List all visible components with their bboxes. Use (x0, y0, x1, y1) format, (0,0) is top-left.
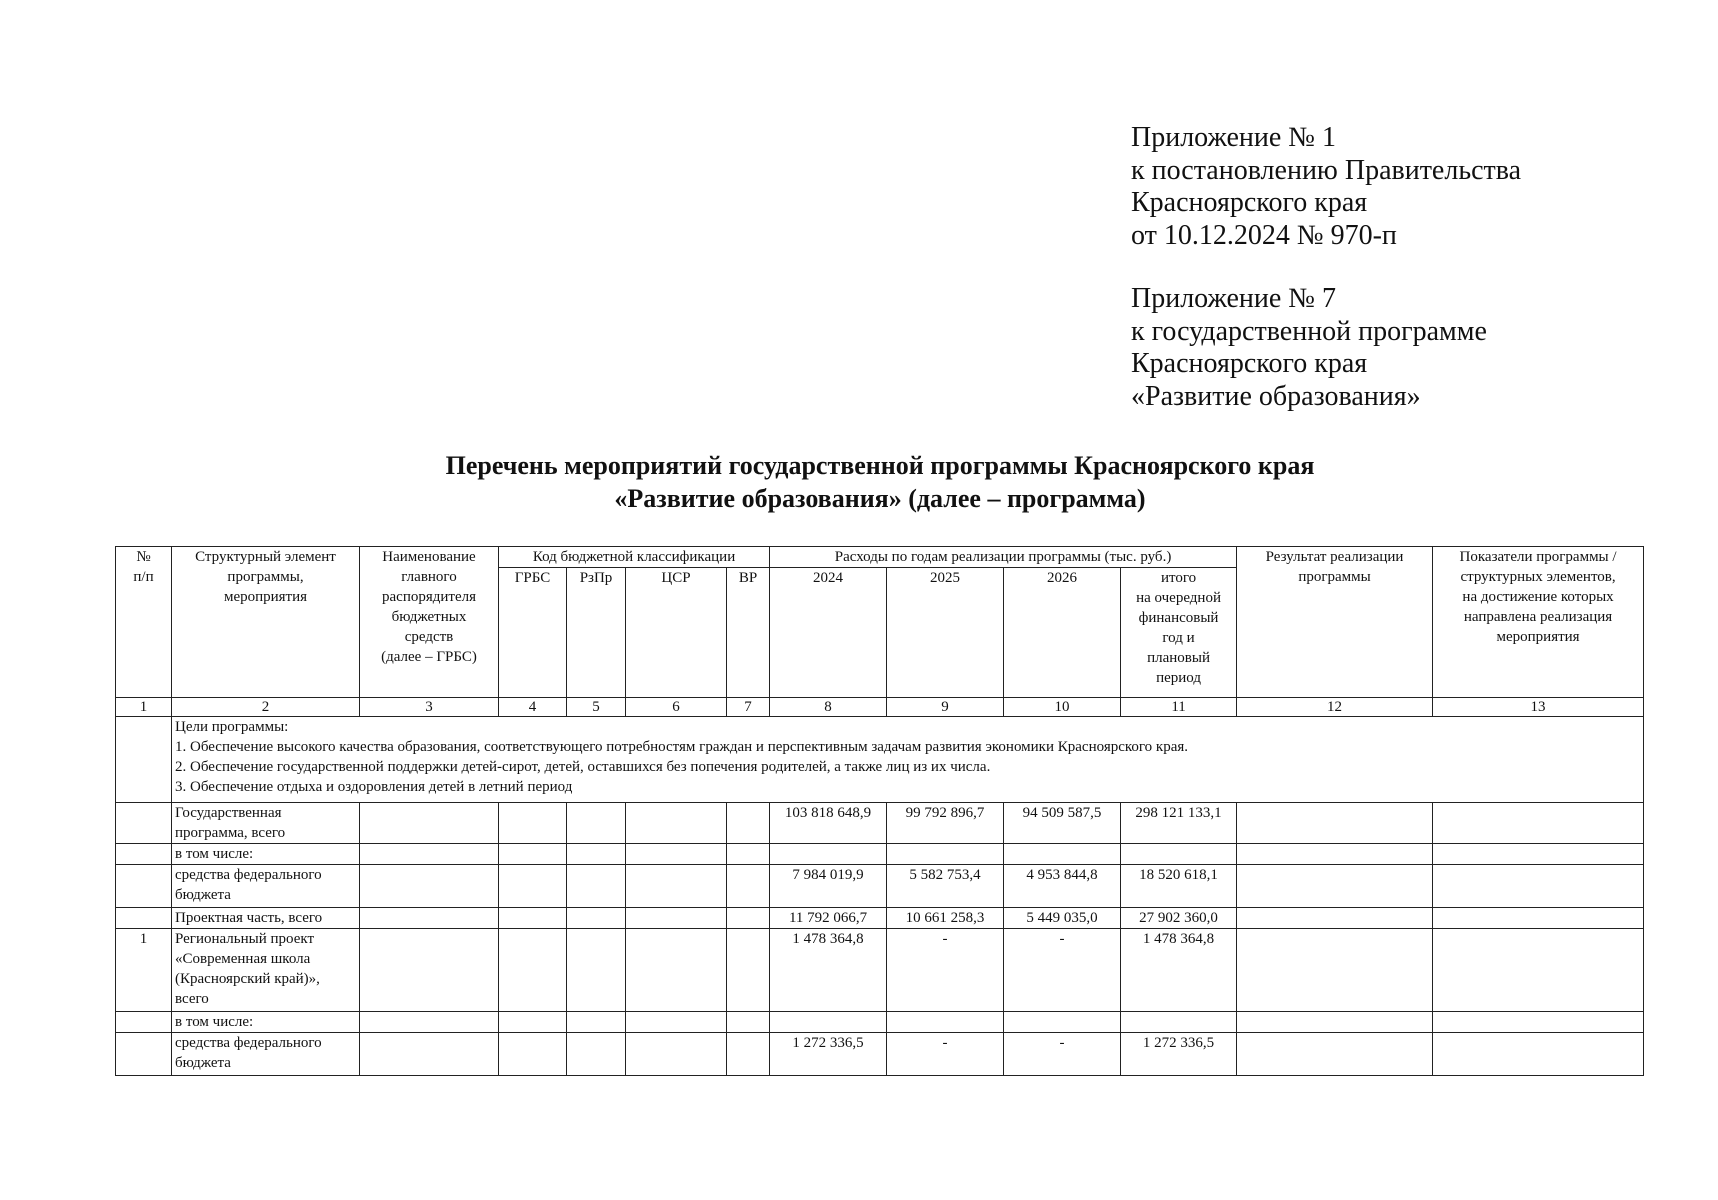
header-no (116, 547, 172, 698)
row-label: в том числе: (172, 1012, 360, 1033)
row-value-2026: - (1004, 929, 1121, 1012)
header-no-line: п/п (133, 569, 154, 585)
appendix-1-line: от 10.12.2024 № 970-п (1131, 219, 1397, 251)
header-kbk: Код бюджетной классификации (499, 547, 770, 568)
goal-item: 2. Обеспечение государственной поддержки детей-сирот, детей, оставшихся без попечения родителей, а также лиц из их числа. (175, 759, 991, 775)
row-no: 1 (116, 929, 172, 1012)
header-grbs-line: Наименование (382, 549, 476, 565)
header-indicators-line: структурных элементов, (1460, 569, 1616, 585)
row-label (172, 803, 360, 844)
row-result (1237, 844, 1433, 865)
appendix-7-line: Красноярского края (1131, 348, 1368, 379)
appendix-1-line: Приложение № 1 (1131, 122, 1336, 153)
row-result (1237, 1012, 1433, 1033)
row-label-line: «Современная школа (175, 951, 311, 967)
header-structural-element (172, 547, 360, 698)
row-indicators (1433, 844, 1644, 865)
row-grbs-name (360, 865, 499, 908)
table-row (116, 1012, 1644, 1033)
row-value-2024: 1 272 336,5 (770, 1033, 887, 1076)
row-kbk-rzpr (567, 908, 626, 929)
header-total-line: год и (1162, 630, 1195, 646)
row-value-2026: 94 509 587,5 (1004, 803, 1121, 844)
row-value-total: 298 121 133,1 (1121, 803, 1237, 844)
goals-cell (172, 717, 1644, 803)
table-header-row (116, 547, 1644, 568)
column-number: 13 (1433, 698, 1644, 717)
table-row (116, 844, 1644, 865)
row-kbk-grbs (499, 803, 567, 844)
row-label (172, 1033, 360, 1076)
row-no (116, 865, 172, 908)
row-indicators (1433, 865, 1644, 908)
table-row (116, 803, 1644, 844)
header-result (1237, 547, 1433, 698)
row-kbk-vr (727, 865, 770, 908)
row-indicators (1433, 1033, 1644, 1076)
row-kbk-vr (727, 1012, 770, 1033)
column-number: 2 (172, 698, 360, 717)
column-number: 10 (1004, 698, 1121, 717)
row-value-2024: 7 984 019,9 (770, 865, 887, 908)
row-grbs-name (360, 929, 499, 1012)
header-year-2024: 2024 (770, 568, 887, 698)
row-no (116, 844, 172, 865)
row-kbk-csr (626, 908, 727, 929)
header-total-line: плановый (1147, 650, 1210, 666)
goals-number-cell (116, 717, 172, 803)
row-kbk-rzpr (567, 929, 626, 1012)
table-row (116, 929, 1644, 1012)
header-total (1121, 568, 1237, 698)
row-result (1237, 1033, 1433, 1076)
row-label: Проектная часть, всего (172, 908, 360, 929)
row-value-total: 18 520 618,1 (1121, 865, 1237, 908)
row-value-2024: 103 818 648,9 (770, 803, 887, 844)
header-total-line: итого (1160, 570, 1197, 586)
column-number: 3 (360, 698, 499, 717)
row-label-line: бюджета (175, 887, 231, 903)
column-number: 6 (626, 698, 727, 717)
header-indicators-line: на достижение которых (1462, 589, 1614, 605)
header-grbs-line: (далее – ГРБС) (381, 649, 477, 665)
column-number: 11 (1121, 698, 1237, 717)
row-no (116, 908, 172, 929)
appendix-1-line: к постановлению Правительства (1131, 154, 1522, 186)
row-kbk-grbs (499, 1012, 567, 1033)
row-label-line: бюджета (175, 1055, 231, 1071)
header-no-line: № (136, 549, 151, 565)
row-kbk-grbs (499, 844, 567, 865)
column-number: 7 (727, 698, 770, 717)
row-value-2024: 1 478 364,8 (770, 929, 887, 1012)
row-label-line: Региональный проект (175, 931, 315, 947)
row-label-line: программа, всего (175, 825, 286, 841)
row-value-2026: - (1004, 1033, 1121, 1076)
row-indicators (1433, 929, 1644, 1012)
row-value-total: 1 272 336,5 (1121, 1033, 1237, 1076)
row-value-2025: 5 582 753,4 (887, 865, 1004, 908)
appendix-1-line: Красноярского края (1131, 187, 1368, 218)
row-label-line: средства федерального (175, 1035, 322, 1051)
title-line: Перечень мероприятий государственной программы Красноярского края (445, 451, 1315, 480)
row-indicators (1433, 803, 1644, 844)
header-element-line: программы, (227, 569, 304, 585)
header-total-line: финансовый (1138, 610, 1219, 626)
row-value-2025 (887, 1012, 1004, 1033)
header-grbs-name (360, 547, 499, 698)
header-kbk-csr: ЦСР (626, 568, 727, 698)
row-value-2025: 99 792 896,7 (887, 803, 1004, 844)
header-grbs-line: распорядителя (382, 589, 476, 605)
appendix-7-block (1131, 283, 1487, 413)
row-indicators (1433, 1012, 1644, 1033)
row-kbk-grbs (499, 865, 567, 908)
appendix-7-line: «Развитие образования» (1131, 380, 1421, 412)
appendix-7-line: к государственной программе (1131, 315, 1487, 347)
column-numbers-row (116, 698, 1644, 717)
row-grbs-name (360, 908, 499, 929)
header-total-line: период (1156, 670, 1201, 686)
row-value-2025 (887, 844, 1004, 865)
row-label (172, 865, 360, 908)
row-kbk-csr (626, 844, 727, 865)
row-kbk-grbs (499, 908, 567, 929)
header-expenses: Расходы по годам реализации программы (тыс. руб.) (770, 547, 1237, 568)
appendix-7-line: Приложение № 7 (1131, 283, 1336, 314)
row-kbk-vr (727, 844, 770, 865)
row-kbk-vr (727, 929, 770, 1012)
row-label (172, 929, 360, 1012)
header-element-line: Структурный элемент (195, 549, 336, 565)
row-label: в том числе: (172, 844, 360, 865)
row-value-2026 (1004, 1012, 1121, 1033)
row-kbk-vr (727, 908, 770, 929)
header-result-line: Результат реализации (1265, 549, 1404, 565)
goal-item: 3. Обеспечение отдыха и оздоровления детей в летний период (175, 779, 573, 795)
row-label-line: (Красноярский край)», (175, 971, 320, 987)
header-year-2026: 2026 (1004, 568, 1121, 698)
column-number: 12 (1237, 698, 1433, 717)
header-kbk-rzpr: РзПр (567, 568, 626, 698)
row-result (1237, 865, 1433, 908)
row-value-2024 (770, 844, 887, 865)
row-kbk-csr (626, 1033, 727, 1076)
column-number: 4 (499, 698, 567, 717)
row-label-line: Государственная (175, 805, 282, 821)
row-kbk-rzpr (567, 1033, 626, 1076)
row-value-2026: 5 449 035,0 (1004, 908, 1121, 929)
row-value-2026: 4 953 844,8 (1004, 865, 1121, 908)
row-value-2024 (770, 1012, 887, 1033)
row-kbk-vr (727, 803, 770, 844)
header-element-line: мероприятия (223, 589, 308, 605)
column-number: 8 (770, 698, 887, 717)
row-value-total: 1 478 364,8 (1121, 929, 1237, 1012)
header-indicators-line: направлена реализация (1463, 609, 1613, 625)
row-value-2025: - (887, 1033, 1004, 1076)
row-result (1237, 929, 1433, 1012)
goals-heading: Цели программы: (175, 719, 289, 735)
row-grbs-name (360, 803, 499, 844)
row-kbk-grbs (499, 1033, 567, 1076)
header-kbk-grbs: ГРБС (499, 568, 567, 698)
row-kbk-csr (626, 865, 727, 908)
document-title (0, 449, 1718, 515)
row-no (116, 803, 172, 844)
row-value-2025: - (887, 929, 1004, 1012)
column-number: 1 (116, 698, 172, 717)
row-kbk-csr (626, 803, 727, 844)
header-kbk-vr: ВР (727, 568, 770, 698)
row-kbk-vr (727, 1033, 770, 1076)
table-row (116, 1033, 1644, 1076)
row-kbk-rzpr (567, 803, 626, 844)
row-value-2026 (1004, 844, 1121, 865)
row-value-2024: 11 792 066,7 (770, 908, 887, 929)
row-kbk-rzpr (567, 844, 626, 865)
goal-item: 1. Обеспечение высокого качества образования, соответствующего потребностям граждан и перспективным задачам развития экономики Красноярского края. (175, 739, 1189, 755)
row-indicators (1433, 908, 1644, 929)
row-kbk-csr (626, 929, 727, 1012)
column-number: 5 (567, 698, 626, 717)
row-grbs-name (360, 1012, 499, 1033)
header-result-line: программы (1298, 569, 1371, 585)
row-kbk-grbs (499, 929, 567, 1012)
header-grbs-line: главного (401, 569, 457, 585)
header-indicators (1433, 547, 1644, 698)
row-no (116, 1033, 172, 1076)
measures-table (115, 546, 1644, 1076)
header-grbs-line: средств (404, 629, 454, 645)
goals-row (116, 717, 1644, 803)
header-indicators-line: Показатели программы / (1459, 549, 1617, 565)
row-result (1237, 803, 1433, 844)
header-grbs-line: бюджетных (391, 609, 467, 625)
row-grbs-name (360, 1033, 499, 1076)
appendix-1-block (1131, 122, 1521, 252)
row-value-2025: 10 661 258,3 (887, 908, 1004, 929)
row-grbs-name (360, 844, 499, 865)
header-year-2025: 2025 (887, 568, 1004, 698)
header-total-line: на очередной (1136, 590, 1221, 606)
table-row (116, 865, 1644, 908)
title-line: «Развитие образования» (далее – программа) (614, 484, 1146, 513)
row-label-line: всего (175, 991, 209, 1007)
row-value-total (1121, 1012, 1237, 1033)
row-value-total (1121, 844, 1237, 865)
header-indicators-line: мероприятия (1496, 629, 1580, 645)
row-kbk-csr (626, 1012, 727, 1033)
row-kbk-rzpr (567, 1012, 626, 1033)
row-result (1237, 908, 1433, 929)
row-kbk-rzpr (567, 865, 626, 908)
row-value-total: 27 902 360,0 (1121, 908, 1237, 929)
row-no (116, 1012, 172, 1033)
column-number: 9 (887, 698, 1004, 717)
table-row (116, 908, 1644, 929)
row-label-line: средства федерального (175, 867, 322, 883)
